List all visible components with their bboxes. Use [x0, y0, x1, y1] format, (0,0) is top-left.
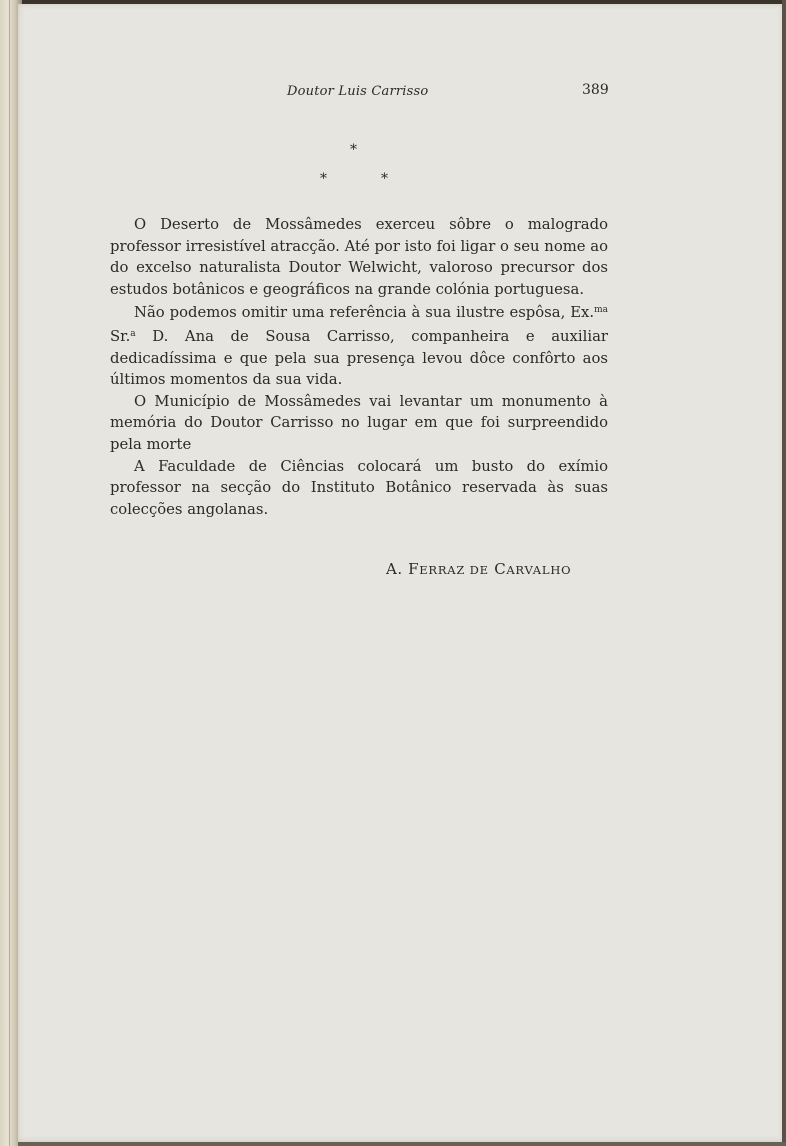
paragraph-2: [110, 300, 608, 390]
signature-smallcaps-1: ERRAZ DE: [419, 563, 489, 577]
binding-crease: [9, 0, 10, 1146]
paragraph-2-part-a: Não podemos omitir uma referência à sua ilustre espôsa, Ex.: [134, 304, 595, 322]
paragraph-2-part-c: D. Ana de Sousa Carrisso, companheira e auxiliar dedicadíssima e que pela sua presença levou dôce confôrto aos últimos momentos da sua vida.: [110, 327, 608, 389]
signature-part-1: A. F: [386, 560, 420, 578]
asterism-left: *: [320, 171, 327, 187]
author-signature: [386, 560, 571, 578]
paragraph-4: A Faculdade de Ciências colocará um busto do exímio professor na secção do Instituto Botânico reservada às suas colecções angolanas.: [110, 457, 608, 518]
paragraph-1: O Deserto de Mossâmedes exerceu sôbre o malogrado professor irresistível atracção. Até por isto foi ligar o seu nome ao do excelso naturalista Doutor Welwicht, valoroso precursor dos estudos botânicos e geográficos na grande colónia portuguesa.: [110, 216, 608, 298]
superscript-ma: ma: [594, 305, 608, 316]
signature-smallcaps-2: ARVALHO: [506, 563, 572, 577]
page-bottom-edge: [18, 1142, 786, 1146]
asterism-top: *: [350, 142, 357, 158]
paragraph-2-part-b: Sr.: [110, 327, 131, 345]
running-title: Doutor Luis Carrisso: [287, 84, 429, 99]
signature-part-2: C: [488, 560, 507, 578]
body-text: [110, 214, 608, 520]
paragraph-3: O Município de Mossâmedes vai levantar um monumento à memória do Doutor Carrisso no lugar em que foi surpreendido pela morte: [110, 392, 608, 453]
superscript-a: a: [130, 328, 136, 339]
asterism-right: *: [381, 171, 388, 187]
page-right-edge: [782, 0, 786, 1146]
page-number: 389: [582, 82, 609, 98]
